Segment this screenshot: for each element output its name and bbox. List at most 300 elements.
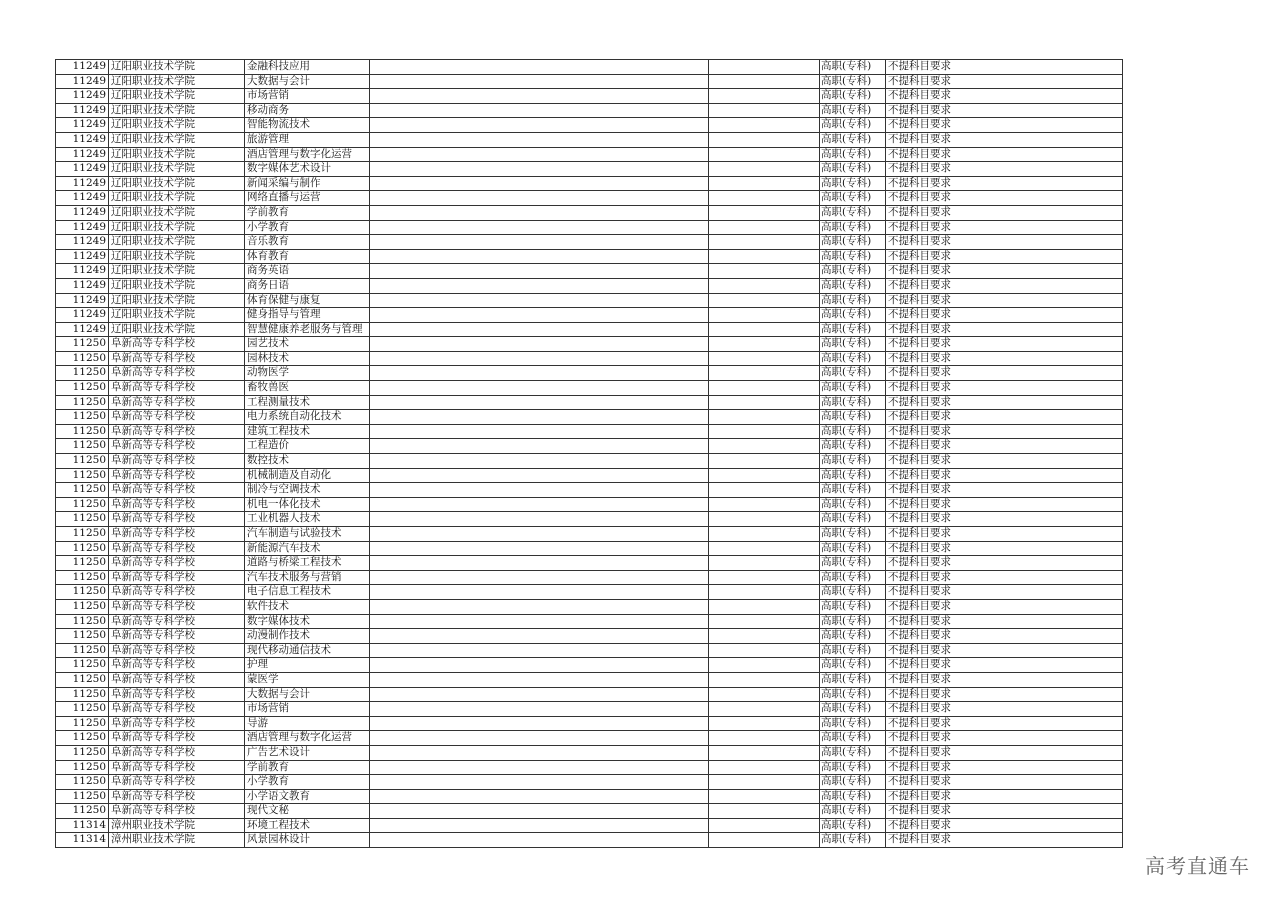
empty-cell — [370, 264, 709, 279]
empty-cell — [709, 366, 820, 381]
school-code-cell: 11250 — [56, 789, 109, 804]
empty-cell — [370, 745, 709, 760]
requirement-cell: 不提科目要求 — [886, 497, 1123, 512]
level-cell: 高职(专科) — [820, 293, 886, 308]
major-name-cell: 数控技术 — [245, 454, 370, 469]
major-name-cell: 机械制造及自动化 — [245, 468, 370, 483]
empty-cell — [709, 789, 820, 804]
empty-cell — [709, 337, 820, 352]
school-code-cell: 11250 — [56, 439, 109, 454]
requirement-cell: 不提科目要求 — [886, 818, 1123, 833]
major-name-cell: 体育教育 — [245, 249, 370, 264]
table-row — [56, 395, 1123, 410]
school-code-cell: 11250 — [56, 629, 109, 644]
empty-cell — [370, 760, 709, 775]
empty-cell — [370, 658, 709, 673]
major-name-cell: 市场营销 — [245, 702, 370, 717]
requirement-cell: 不提科目要求 — [886, 118, 1123, 133]
level-cell: 高职(专科) — [820, 556, 886, 571]
level-cell: 高职(专科) — [820, 614, 886, 629]
school-name-cell: 阜新高等专科学校 — [109, 410, 245, 425]
table-row — [56, 176, 1123, 191]
empty-cell — [709, 74, 820, 89]
level-cell: 高职(专科) — [820, 278, 886, 293]
empty-cell — [370, 687, 709, 702]
level-cell: 高职(专科) — [820, 483, 886, 498]
major-name-cell: 现代移动通信技术 — [245, 643, 370, 658]
school-name-cell: 阜新高等专科学校 — [109, 468, 245, 483]
empty-cell — [370, 235, 709, 250]
level-cell: 高职(专科) — [820, 162, 886, 177]
empty-cell — [709, 672, 820, 687]
school-code-cell: 11249 — [56, 89, 109, 104]
level-cell: 高职(专科) — [820, 789, 886, 804]
school-name-cell: 阜新高等专科学校 — [109, 541, 245, 556]
school-name-cell: 辽阳职业技术学院 — [109, 74, 245, 89]
school-code-cell: 11250 — [56, 497, 109, 512]
level-cell: 高职(专科) — [820, 716, 886, 731]
school-code-cell: 11250 — [56, 541, 109, 556]
empty-cell — [370, 629, 709, 644]
major-name-cell: 大数据与会计 — [245, 687, 370, 702]
requirement-cell: 不提科目要求 — [886, 629, 1123, 644]
major-name-cell: 软件技术 — [245, 599, 370, 614]
school-code-cell: 11249 — [56, 322, 109, 337]
school-code-cell: 11250 — [56, 395, 109, 410]
empty-cell — [709, 468, 820, 483]
school-code-cell: 11249 — [56, 278, 109, 293]
school-name-cell: 阜新高等专科学校 — [109, 512, 245, 527]
school-code-cell: 11249 — [56, 235, 109, 250]
empty-cell — [709, 658, 820, 673]
table-row — [56, 454, 1123, 469]
school-name-cell: 阜新高等专科学校 — [109, 424, 245, 439]
school-name-cell: 辽阳职业技术学院 — [109, 235, 245, 250]
table-row — [56, 205, 1123, 220]
school-name-cell: 漳州职业技术学院 — [109, 833, 245, 848]
requirement-cell: 不提科目要求 — [886, 322, 1123, 337]
school-code-cell: 11249 — [56, 176, 109, 191]
level-cell: 高职(专科) — [820, 337, 886, 352]
level-cell: 高职(专科) — [820, 731, 886, 746]
requirement-cell: 不提科目要求 — [886, 833, 1123, 848]
table-body — [56, 60, 1123, 848]
school-name-cell: 辽阳职业技术学院 — [109, 147, 245, 162]
school-code-cell: 11250 — [56, 468, 109, 483]
table-row — [56, 556, 1123, 571]
table-row — [56, 731, 1123, 746]
school-code-cell: 11249 — [56, 293, 109, 308]
major-name-cell: 学前教育 — [245, 760, 370, 775]
school-name-cell: 辽阳职业技术学院 — [109, 191, 245, 206]
school-name-cell: 阜新高等专科学校 — [109, 585, 245, 600]
table-row — [56, 337, 1123, 352]
empty-cell — [709, 132, 820, 147]
table-row — [56, 483, 1123, 498]
empty-cell — [709, 599, 820, 614]
empty-cell — [370, 497, 709, 512]
empty-cell — [370, 614, 709, 629]
school-code-cell: 11250 — [56, 424, 109, 439]
table-row — [56, 162, 1123, 177]
school-name-cell: 漳州职业技术学院 — [109, 818, 245, 833]
school-name-cell: 阜新高等专科学校 — [109, 643, 245, 658]
table-row — [56, 351, 1123, 366]
school-name-cell: 阜新高等专科学校 — [109, 381, 245, 396]
empty-cell — [709, 702, 820, 717]
table-row — [56, 74, 1123, 89]
empty-cell — [370, 191, 709, 206]
empty-cell — [370, 424, 709, 439]
table-row — [56, 264, 1123, 279]
level-cell: 高职(专科) — [820, 351, 886, 366]
school-code-cell: 11249 — [56, 103, 109, 118]
requirement-cell: 不提科目要求 — [886, 60, 1123, 75]
level-cell: 高职(专科) — [820, 745, 886, 760]
requirement-cell: 不提科目要求 — [886, 366, 1123, 381]
empty-cell — [370, 60, 709, 75]
table-row — [56, 687, 1123, 702]
requirement-cell: 不提科目要求 — [886, 147, 1123, 162]
empty-cell — [709, 118, 820, 133]
table-row — [56, 716, 1123, 731]
school-name-cell: 辽阳职业技术学院 — [109, 162, 245, 177]
level-cell: 高职(专科) — [820, 512, 886, 527]
school-code-cell: 11250 — [56, 687, 109, 702]
empty-cell — [370, 132, 709, 147]
school-name-cell: 辽阳职业技术学院 — [109, 60, 245, 75]
empty-cell — [370, 205, 709, 220]
empty-cell — [709, 483, 820, 498]
admissions-table — [55, 59, 1123, 848]
table-row — [56, 322, 1123, 337]
major-name-cell: 网络直播与运营 — [245, 191, 370, 206]
major-name-cell: 音乐教育 — [245, 235, 370, 250]
major-name-cell: 工业机器人技术 — [245, 512, 370, 527]
empty-cell — [709, 103, 820, 118]
level-cell: 高职(专科) — [820, 264, 886, 279]
major-name-cell: 新闻采编与制作 — [245, 176, 370, 191]
requirement-cell: 不提科目要求 — [886, 176, 1123, 191]
empty-cell — [709, 512, 820, 527]
requirement-cell: 不提科目要求 — [886, 745, 1123, 760]
school-code-cell: 11250 — [56, 775, 109, 790]
table-row — [56, 643, 1123, 658]
major-name-cell: 智慧健康养老服务与管理 — [245, 322, 370, 337]
major-name-cell: 智能物流技术 — [245, 118, 370, 133]
school-name-cell: 阜新高等专科学校 — [109, 658, 245, 673]
table-row — [56, 468, 1123, 483]
requirement-cell: 不提科目要求 — [886, 570, 1123, 585]
watermark: 高考直通车 — [1145, 854, 1250, 878]
table-row — [56, 541, 1123, 556]
empty-cell — [370, 176, 709, 191]
empty-cell — [370, 468, 709, 483]
major-name-cell: 移动商务 — [245, 103, 370, 118]
empty-cell — [370, 249, 709, 264]
table-row — [56, 599, 1123, 614]
empty-cell — [370, 410, 709, 425]
major-name-cell: 商务日语 — [245, 278, 370, 293]
empty-cell — [370, 702, 709, 717]
major-name-cell: 汽车制造与试验技术 — [245, 527, 370, 542]
empty-cell — [709, 60, 820, 75]
school-name-cell: 辽阳职业技术学院 — [109, 293, 245, 308]
major-name-cell: 园艺技术 — [245, 337, 370, 352]
school-code-cell: 11249 — [56, 118, 109, 133]
school-name-cell: 阜新高等专科学校 — [109, 629, 245, 644]
empty-cell — [370, 147, 709, 162]
level-cell: 高职(专科) — [820, 629, 886, 644]
major-name-cell: 新能源汽车技术 — [245, 541, 370, 556]
major-name-cell: 工程造价 — [245, 439, 370, 454]
school-code-cell: 11250 — [56, 337, 109, 352]
level-cell: 高职(专科) — [820, 205, 886, 220]
requirement-cell: 不提科目要求 — [886, 716, 1123, 731]
empty-cell — [370, 351, 709, 366]
major-name-cell: 园林技术 — [245, 351, 370, 366]
requirement-cell: 不提科目要求 — [886, 556, 1123, 571]
school-name-cell: 阜新高等专科学校 — [109, 775, 245, 790]
empty-cell — [370, 381, 709, 396]
major-name-cell: 电子信息工程技术 — [245, 585, 370, 600]
table-row — [56, 132, 1123, 147]
school-code-cell: 11249 — [56, 162, 109, 177]
empty-cell — [370, 74, 709, 89]
major-name-cell: 酒店管理与数字化运营 — [245, 147, 370, 162]
empty-cell — [709, 191, 820, 206]
empty-cell — [709, 687, 820, 702]
level-cell: 高职(专科) — [820, 570, 886, 585]
school-code-cell: 11249 — [56, 147, 109, 162]
table-row — [56, 760, 1123, 775]
empty-cell — [370, 672, 709, 687]
requirement-cell: 不提科目要求 — [886, 672, 1123, 687]
empty-cell — [370, 512, 709, 527]
empty-cell — [709, 293, 820, 308]
school-code-cell: 11250 — [56, 366, 109, 381]
empty-cell — [709, 264, 820, 279]
empty-cell — [370, 337, 709, 352]
table-row — [56, 118, 1123, 133]
school-name-cell: 辽阳职业技术学院 — [109, 220, 245, 235]
requirement-cell: 不提科目要求 — [886, 205, 1123, 220]
major-name-cell: 大数据与会计 — [245, 74, 370, 89]
table-row — [56, 570, 1123, 585]
school-name-cell: 阜新高等专科学校 — [109, 672, 245, 687]
empty-cell — [709, 731, 820, 746]
school-name-cell: 辽阳职业技术学院 — [109, 118, 245, 133]
school-code-cell: 11250 — [56, 381, 109, 396]
requirement-cell: 不提科目要求 — [886, 74, 1123, 89]
level-cell: 高职(专科) — [820, 702, 886, 717]
school-code-cell: 11250 — [56, 731, 109, 746]
level-cell: 高职(专科) — [820, 60, 886, 75]
table-row — [56, 235, 1123, 250]
requirement-cell: 不提科目要求 — [886, 585, 1123, 600]
empty-cell — [370, 585, 709, 600]
empty-cell — [370, 731, 709, 746]
school-code-cell: 11250 — [56, 512, 109, 527]
empty-cell — [709, 308, 820, 323]
major-name-cell: 小学语文教育 — [245, 789, 370, 804]
major-name-cell: 小学教育 — [245, 775, 370, 790]
requirement-cell: 不提科目要求 — [886, 132, 1123, 147]
school-name-cell: 阜新高等专科学校 — [109, 599, 245, 614]
requirement-cell: 不提科目要求 — [886, 264, 1123, 279]
level-cell: 高职(专科) — [820, 132, 886, 147]
empty-cell — [709, 629, 820, 644]
empty-cell — [709, 614, 820, 629]
school-name-cell: 辽阳职业技术学院 — [109, 278, 245, 293]
empty-cell — [370, 366, 709, 381]
empty-cell — [370, 220, 709, 235]
table-row — [56, 410, 1123, 425]
school-code-cell: 11249 — [56, 220, 109, 235]
level-cell: 高职(专科) — [820, 497, 886, 512]
requirement-cell: 不提科目要求 — [886, 410, 1123, 425]
school-name-cell: 辽阳职业技术学院 — [109, 176, 245, 191]
school-code-cell: 11250 — [56, 760, 109, 775]
major-name-cell: 金融科技应用 — [245, 60, 370, 75]
school-code-cell: 11249 — [56, 264, 109, 279]
school-code-cell: 11250 — [56, 745, 109, 760]
school-code-cell: 11249 — [56, 249, 109, 264]
major-name-cell: 蒙医学 — [245, 672, 370, 687]
school-name-cell: 阜新高等专科学校 — [109, 454, 245, 469]
level-cell: 高职(专科) — [820, 672, 886, 687]
school-code-cell: 11250 — [56, 672, 109, 687]
level-cell: 高职(专科) — [820, 191, 886, 206]
requirement-cell: 不提科目要求 — [886, 89, 1123, 104]
requirement-cell: 不提科目要求 — [886, 775, 1123, 790]
empty-cell — [370, 454, 709, 469]
requirement-cell: 不提科目要求 — [886, 731, 1123, 746]
major-name-cell: 制冷与空调技术 — [245, 483, 370, 498]
level-cell: 高职(专科) — [820, 439, 886, 454]
empty-cell — [370, 804, 709, 819]
requirement-cell: 不提科目要求 — [886, 278, 1123, 293]
school-name-cell: 辽阳职业技术学院 — [109, 249, 245, 264]
school-code-cell: 11249 — [56, 308, 109, 323]
table-row — [56, 439, 1123, 454]
major-name-cell: 商务英语 — [245, 264, 370, 279]
school-name-cell: 阜新高等专科学校 — [109, 351, 245, 366]
major-name-cell: 现代文秘 — [245, 804, 370, 819]
major-name-cell: 环境工程技术 — [245, 818, 370, 833]
school-code-cell: 11250 — [56, 702, 109, 717]
empty-cell — [709, 278, 820, 293]
empty-cell — [370, 118, 709, 133]
empty-cell — [709, 818, 820, 833]
level-cell: 高职(专科) — [820, 220, 886, 235]
school-name-cell: 阜新高等专科学校 — [109, 366, 245, 381]
requirement-cell: 不提科目要求 — [886, 702, 1123, 717]
level-cell: 高职(专科) — [820, 760, 886, 775]
table-row — [56, 308, 1123, 323]
major-name-cell: 护理 — [245, 658, 370, 673]
empty-cell — [709, 745, 820, 760]
requirement-cell: 不提科目要求 — [886, 789, 1123, 804]
empty-cell — [709, 556, 820, 571]
table-row — [56, 293, 1123, 308]
requirement-cell: 不提科目要求 — [886, 424, 1123, 439]
school-name-cell: 阜新高等专科学校 — [109, 702, 245, 717]
table-row — [56, 614, 1123, 629]
level-cell: 高职(专科) — [820, 818, 886, 833]
major-name-cell: 数字媒体技术 — [245, 614, 370, 629]
school-name-cell: 阜新高等专科学校 — [109, 716, 245, 731]
empty-cell — [709, 585, 820, 600]
requirement-cell: 不提科目要求 — [886, 439, 1123, 454]
school-code-cell: 11250 — [56, 585, 109, 600]
requirement-cell: 不提科目要求 — [886, 614, 1123, 629]
school-name-cell: 阜新高等专科学校 — [109, 556, 245, 571]
empty-cell — [370, 278, 709, 293]
table-row — [56, 60, 1123, 75]
level-cell: 高职(专科) — [820, 366, 886, 381]
empty-cell — [709, 804, 820, 819]
school-code-cell: 11250 — [56, 527, 109, 542]
empty-cell — [370, 395, 709, 410]
table-row — [56, 789, 1123, 804]
empty-cell — [709, 760, 820, 775]
empty-cell — [370, 322, 709, 337]
requirement-cell: 不提科目要求 — [886, 599, 1123, 614]
requirement-cell: 不提科目要求 — [886, 643, 1123, 658]
major-name-cell: 汽车技术服务与营销 — [245, 570, 370, 585]
requirement-cell: 不提科目要求 — [886, 293, 1123, 308]
table-row — [56, 512, 1123, 527]
level-cell: 高职(专科) — [820, 454, 886, 469]
requirement-cell: 不提科目要求 — [886, 162, 1123, 177]
empty-cell — [709, 205, 820, 220]
level-cell: 高职(专科) — [820, 833, 886, 848]
empty-cell — [370, 439, 709, 454]
empty-cell — [370, 789, 709, 804]
table-row — [56, 381, 1123, 396]
school-name-cell: 辽阳职业技术学院 — [109, 264, 245, 279]
school-name-cell: 阜新高等专科学校 — [109, 760, 245, 775]
requirement-cell: 不提科目要求 — [886, 804, 1123, 819]
empty-cell — [370, 818, 709, 833]
school-name-cell: 阜新高等专科学校 — [109, 804, 245, 819]
school-name-cell: 阜新高等专科学校 — [109, 789, 245, 804]
empty-cell — [709, 424, 820, 439]
empty-cell — [709, 395, 820, 410]
empty-cell — [709, 351, 820, 366]
table-row — [56, 220, 1123, 235]
level-cell: 高职(专科) — [820, 643, 886, 658]
school-code-cell: 11250 — [56, 351, 109, 366]
level-cell: 高职(专科) — [820, 249, 886, 264]
empty-cell — [370, 162, 709, 177]
empty-cell — [370, 89, 709, 104]
major-name-cell: 导游 — [245, 716, 370, 731]
empty-cell — [709, 643, 820, 658]
table-row — [56, 833, 1123, 848]
requirement-cell: 不提科目要求 — [886, 191, 1123, 206]
school-name-cell: 辽阳职业技术学院 — [109, 89, 245, 104]
table-row — [56, 702, 1123, 717]
level-cell: 高职(专科) — [820, 74, 886, 89]
empty-cell — [370, 643, 709, 658]
empty-cell — [370, 293, 709, 308]
school-code-cell: 11314 — [56, 833, 109, 848]
school-code-cell: 11250 — [56, 570, 109, 585]
requirement-cell: 不提科目要求 — [886, 512, 1123, 527]
school-code-cell: 11250 — [56, 410, 109, 425]
